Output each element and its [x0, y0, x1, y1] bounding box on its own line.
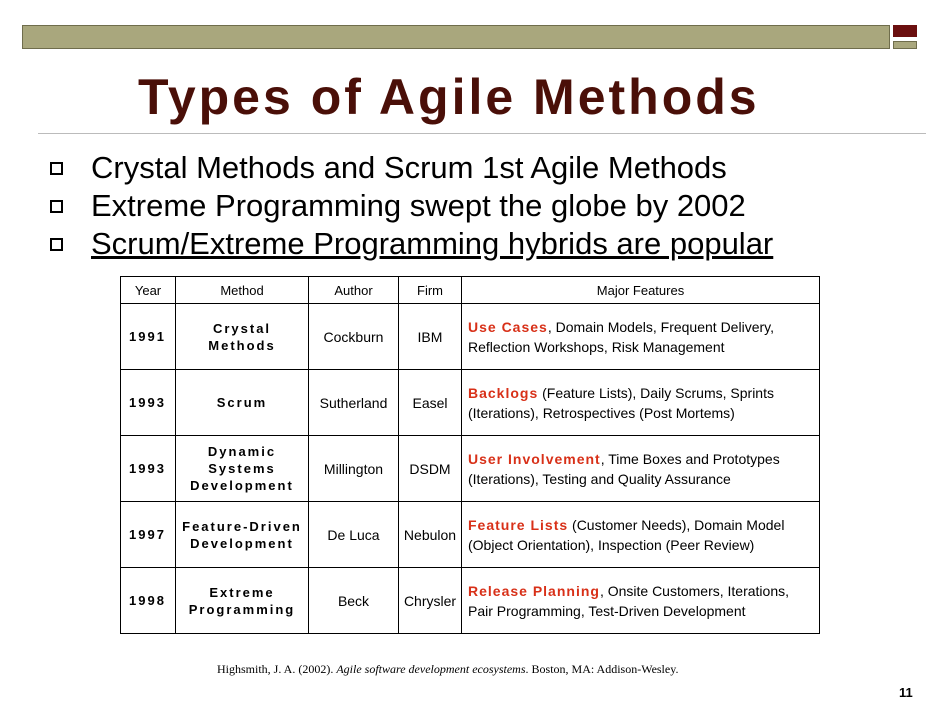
cell-features: [462, 502, 820, 568]
page-number: 11: [899, 685, 913, 700]
feature-keyword: Release Planning: [468, 582, 600, 599]
square-bullet-icon: [50, 162, 63, 175]
citation-prefix: Highsmith, J. A. (2002).: [217, 662, 337, 676]
header-major-features: Major Features: [462, 277, 820, 304]
cell-year: 1993: [121, 436, 176, 502]
cell-author: Millington: [309, 436, 399, 502]
feature-text: , Domain Models, Frequent Delivery, Reflection Workshops, Risk Management: [468, 318, 774, 355]
bullet-item: [50, 187, 890, 225]
cell-features: [462, 436, 820, 502]
square-bullet-icon: [50, 238, 63, 251]
cell-firm: DSDM: [399, 436, 462, 502]
table-row: [121, 370, 820, 436]
cell-year: 1998: [121, 568, 176, 634]
cell-year: 1997: [121, 502, 176, 568]
feature-keyword: Use Cases: [468, 318, 548, 335]
bullet-list: [50, 149, 890, 263]
cell-author: Cockburn: [309, 304, 399, 370]
cell-features: [462, 304, 820, 370]
cell-method: Crystal Methods: [176, 304, 309, 370]
cell-features: [462, 370, 820, 436]
table-row: [121, 502, 820, 568]
cell-firm: Nebulon: [399, 502, 462, 568]
table-row: [121, 436, 820, 502]
citation: [217, 662, 678, 677]
bullet-text: Scrum/Extreme Programming hybrids are popular: [91, 226, 774, 261]
header-author: Author: [309, 277, 399, 304]
bullet-item: [50, 149, 890, 187]
cell-author: Sutherland: [309, 370, 399, 436]
top-decorative-bar: [22, 25, 890, 49]
cell-author: Beck: [309, 568, 399, 634]
cell-year: 1991: [121, 304, 176, 370]
header-firm: Firm: [399, 277, 462, 304]
cell-method: Dynamic Systems Development: [176, 436, 309, 502]
bullet-text: Crystal Methods and Scrum 1st Agile Methods: [91, 150, 727, 185]
feature-keyword: Backlogs: [468, 384, 539, 401]
header-year: Year: [121, 277, 176, 304]
feature-text: (Feature Lists), Daily Scrums, Sprints (Iterations), Retrospectives (Post Mortems): [468, 384, 774, 421]
cell-firm: Easel: [399, 370, 462, 436]
square-bullet-icon: [50, 200, 63, 213]
slide-title: Types of Agile Methods: [138, 69, 760, 125]
citation-title: Agile software development ecosystems: [336, 662, 526, 676]
bullet-text: Extreme Programming swept the globe by 2002: [91, 188, 746, 223]
feature-text: (Customer Needs), Domain Model (Object Orientation), Inspection (Peer Review): [468, 516, 785, 553]
bullet-item: [50, 225, 890, 263]
table-row: [121, 568, 820, 634]
cell-firm: Chrysler: [399, 568, 462, 634]
cell-method: Feature-Driven Development: [176, 502, 309, 568]
cell-features: [462, 568, 820, 634]
feature-keyword: User Involvement: [468, 450, 601, 467]
citation-suffix: . Boston, MA: Addison-Wesley.: [525, 662, 679, 676]
table-row: [121, 304, 820, 370]
cell-firm: IBM: [399, 304, 462, 370]
cell-method: Scrum: [176, 370, 309, 436]
cell-method: Extreme Programming: [176, 568, 309, 634]
cell-year: 1993: [121, 370, 176, 436]
cell-author: De Luca: [309, 502, 399, 568]
corner-square-dark: [893, 25, 917, 37]
corner-square-light: [893, 41, 917, 49]
agile-methods-table: [120, 276, 820, 634]
table-header-row: [121, 277, 820, 304]
title-divider: [38, 133, 926, 134]
feature-text: , Onsite Customers, Iterations, Pair Programming, Test-Driven Development: [468, 582, 790, 619]
header-method: Method: [176, 277, 309, 304]
feature-text: , Time Boxes and Prototypes (Iterations), Testing and Quality Assurance: [468, 450, 780, 487]
feature-keyword: Feature Lists: [468, 516, 569, 533]
